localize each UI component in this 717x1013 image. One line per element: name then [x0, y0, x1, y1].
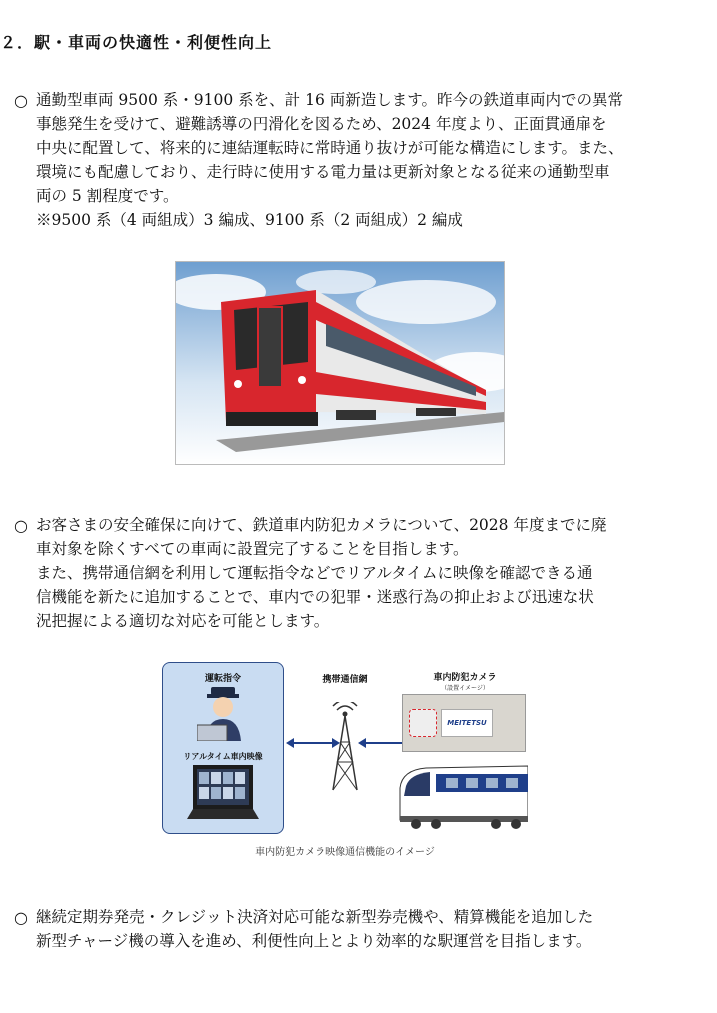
meitetsu-logo: MEITETSU [441, 709, 493, 737]
bullet-icon: ○ [14, 908, 28, 927]
section-heading: ２．駅・車両の快適性・利便性向上 [0, 33, 273, 52]
paragraph-line: 況把握による適切な対応を可能とします。 [36, 612, 330, 630]
antenna-tower-icon [325, 702, 365, 792]
operator-icon [197, 685, 249, 741]
diagram-caption: 車内防犯カメラ映像通信機能のイメージ [255, 847, 435, 858]
camera-install-image [402, 694, 526, 752]
paragraph-line: また、携帯通信網を利用して運転指令などでリアルタイムに映像を確認できる通 [36, 564, 593, 582]
camera-network-diagram [162, 662, 528, 838]
paragraph-ticket-machines [14, 905, 704, 953]
note-line: ※9500 系（4 両組成）3 編成、9100 系（2 両組成）2 編成 [36, 211, 463, 229]
camera-label: 車内防犯カメラ [433, 673, 497, 683]
paragraph-line: 新型チャージ機の導入を進め、利便性向上とより効率的な駅運営を目指します。 [36, 932, 592, 950]
paragraph-line: 継続定期券発売・クレジット決済対応可能な新型券売機や、精算機能を追加した [36, 908, 594, 926]
paragraph-line: 通勤型車両 9500 系・9100 系を、計 16 両新造します。昨今の鉄道車両内での異常 [36, 91, 624, 109]
camera-sub-label: （設置イメージ） [441, 685, 489, 692]
limited-express-train-icon [396, 760, 528, 830]
paragraph-line: 環境にも配慮しており、走行時に使用する電力量は更新対象となる従来の通勤型車 [36, 163, 610, 181]
paragraph-line: 車対象を除くすべての車両に設置完了することを目指します。 [36, 540, 469, 558]
bullet-icon: ○ [14, 91, 28, 110]
train-icon [176, 262, 504, 464]
paragraph-line: 両の 5 割程度です。 [36, 187, 179, 205]
realtime-video-label: リアルタイム車内映像 [183, 752, 263, 761]
camera-icon [409, 709, 437, 737]
paragraph-security-camera [14, 513, 704, 633]
paragraph-line: 事態発生を受けて、避難誘導の円滑化を図るため、2024 年度より、正面貫通扉を [36, 115, 607, 133]
network-label: 携帯通信網 [322, 675, 368, 685]
laptop-icon [187, 763, 259, 827]
control-center-panel [162, 662, 284, 834]
control-center-label: 運転指令 [204, 674, 241, 684]
train-illustration [175, 261, 505, 465]
paragraph-line: 中央に配置して、将来的に連結運転時に常時通り抜けが可能な構造にします。また、 [36, 139, 624, 157]
paragraph-new-train [14, 88, 704, 232]
paragraph-line: 信機能を新たに追加することで、車内での犯罪・迷惑行為の抑止および迅速な状 [36, 588, 594, 606]
bullet-icon: ○ [14, 516, 28, 535]
paragraph-line: お客さまの安全確保に向けて、鉄道車内防犯カメラについて、2028 年度までに廃 [36, 516, 607, 534]
